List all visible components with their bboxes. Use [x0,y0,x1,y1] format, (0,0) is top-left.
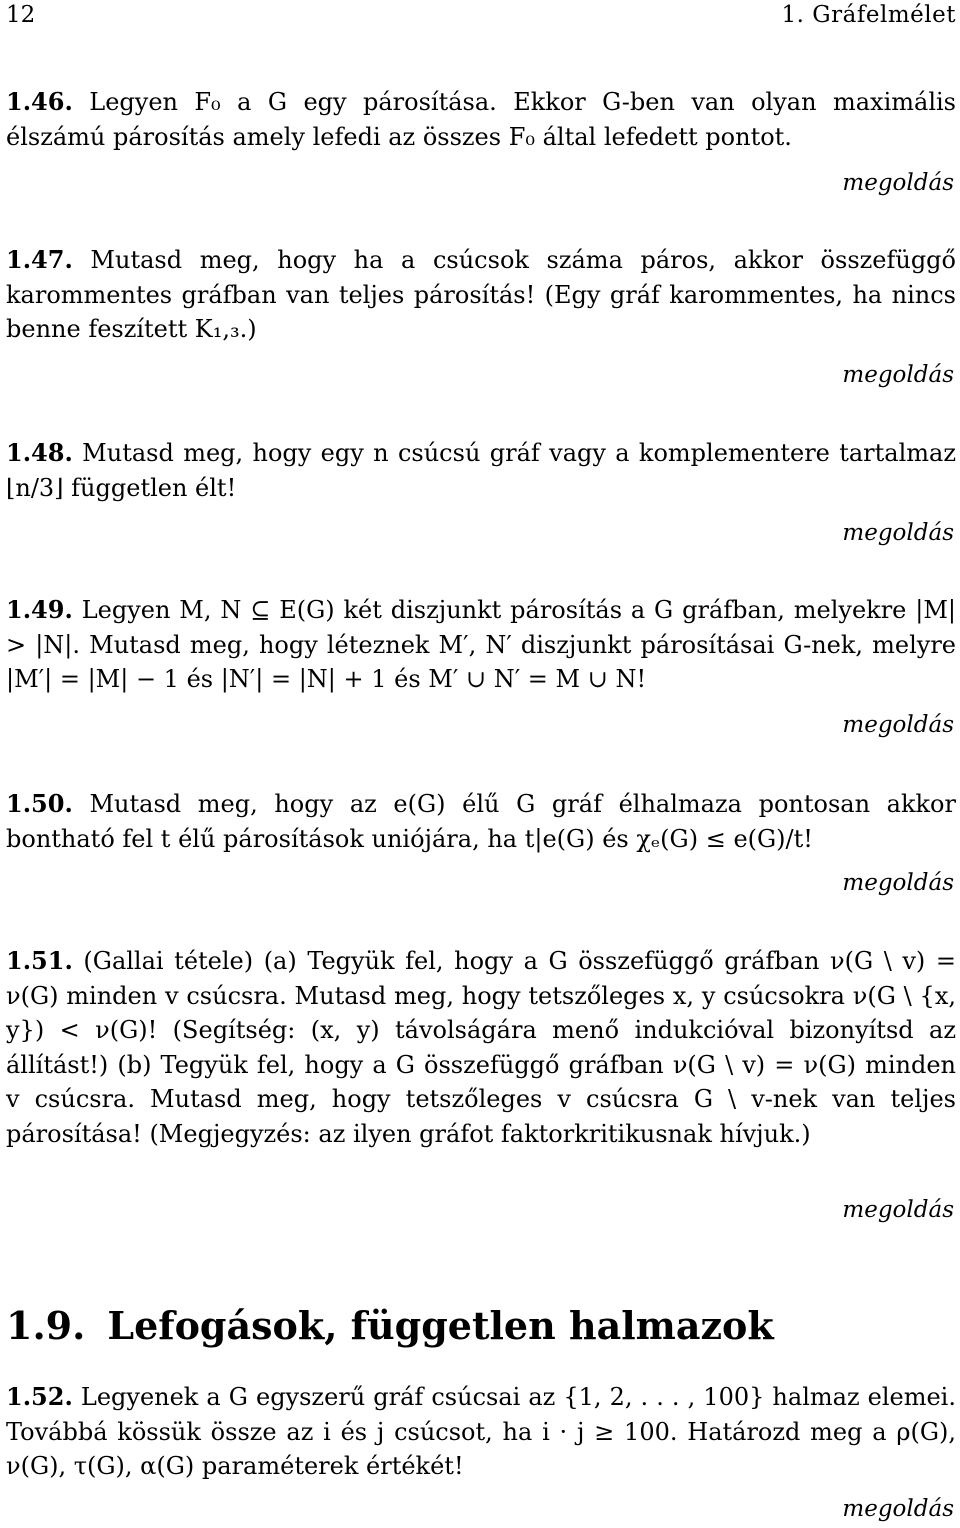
solution-link[interactable]: megoldás [842,520,954,546]
problem-1-51 [6,944,956,1151]
chapter-title: 1. Gráfelmélet [781,2,956,28]
problem-text: Mutasd meg, hogy egy n csúcsú gráf vagy a komplementere tartalmaz ⌊n/3⌋ független élt! [6,439,956,502]
page-number: 12 [6,2,36,28]
page-header [6,2,956,32]
problem-number: 1.48. [6,438,73,467]
problem-number: 1.50. [6,789,73,818]
section-title: Lefogások, független halmazok [107,1303,774,1348]
problem-number: 1.47. [6,245,73,274]
solution-link[interactable]: megoldás [842,362,954,388]
problem-text: Legyenek a G egyszerű gráf csúcsai az {1, 2, . . . , 100} halmaz elemei. Továbbá kössük össze az i és j csúcsot, ha i · j ≥ 100. Határozd meg a ρ(G), ν(G), τ(G), α(G) paraméterek értékét! [6,1383,956,1480]
problem-1-49 [6,593,956,697]
solution-link[interactable]: megoldás [842,170,954,196]
problem-text: Legyen F₀ a G egy párosítása. Ekkor G-ben van olyan maximális élszámú párosítás amely lefedi az összes F₀ által lefedett pontot. [6,88,956,151]
problem-text: Legyen M, N ⊆ E(G) két diszjunkt párosítás a G gráfban, melyekre |M| > |N|. Mutasd meg, hogy léteznek M′, N′ diszjunkt párosításai G-nek, melyre |M′| = |M| − 1 és |N′| = |N| + 1 és M′ ∪ N′ = M ∪ N! [6,596,956,693]
solution-link[interactable]: megoldás [842,1496,954,1522]
solution-link[interactable]: megoldás [842,1197,954,1223]
problem-1-47 [6,243,956,347]
problem-1-50 [6,787,956,856]
solution-link[interactable]: megoldás [842,712,954,738]
problem-number: 1.49. [6,595,73,624]
section-heading [6,1303,774,1348]
problem-number: 1.51. [6,946,73,975]
problem-1-46 [6,85,956,154]
problem-1-48 [6,436,956,505]
problem-text: Mutasd meg, hogy ha a csúcsok száma páros, akkor összefüggő karommentes gráfban van teljes párosítás! (Egy gráf karommentes, ha nincs benne feszített K₁,₃.) [6,246,956,343]
problem-text: Mutasd meg, hogy az e(G) élű G gráf élhalmaza pontosan akkor bontható fel t élű párosítások uniójára, ha t|e(G) és χₑ(G) ≤ e(G)/t! [6,790,956,853]
solution-link[interactable]: megoldás [842,870,954,896]
problem-text: (Gallai tétele) (a) Tegyük fel, hogy a G összefüggő gráfban ν(G \ v) = ν(G) minden v csúcsra. Mutasd meg, hogy tetszőleges x, y csúcsokra ν(G \ {x, y}) < ν(G)! (Segítség: (x, y) távolságára menő indukcióval bizonyítsd az állítást!) (b) Tegyük fel, hogy a G összefüggő gráfban ν(G \ v) = ν(G) minden v csúcsra. Mutasd meg, hogy tetszőleges v csúcsra G \ v-nek van teljes párosítása! (Megjegyzés: az ilyen gráfot faktorkritikusnak hívjuk.) [6,947,956,1148]
problem-number: 1.52. [6,1382,73,1411]
section-number: 1.9. [6,1303,86,1348]
problem-1-52 [6,1380,956,1484]
problem-number: 1.46. [6,87,73,116]
